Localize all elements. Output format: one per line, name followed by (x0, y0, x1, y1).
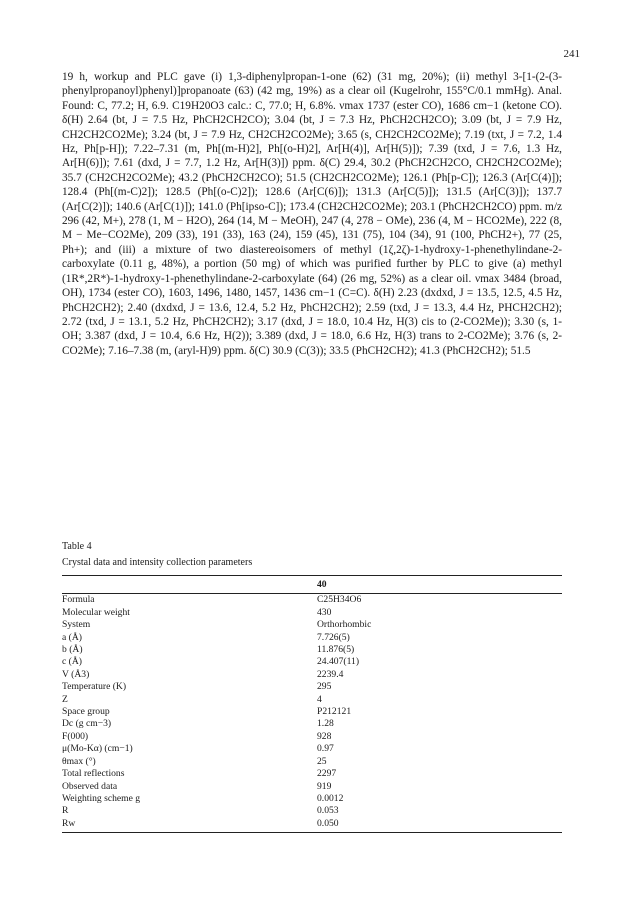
table-row (62, 731, 562, 743)
body-paragraph: 19 h, workup and PLC gave (i) 1,3-diphenylpropan-1-one (62) (31 mg, 20%); (ii) methyl 3-[1-(2-(3-phenylpropanoyl)phenyl)]propanoate (63) (42 mg, 19%) as a clear oil (Kugelrohr, 155°C/0.1 mmHg). Anal. Found: C, 77.2; H, 6.9. C19H20O3 calc.: C, 77.0; H, 6.8%. νmax 1737 (ester CO), 1686 cm−1 (ketone CO). δ(H) 2.64 (bt, J = 7.5 Hz, PhCH2CH2CO); 3.04 (bt, J = 7.3 Hz, PhCH2CH2CO); 3.09 (bt, J = 7.9 Hz, CH2CH2CO2Me); 3.24 (bt, J = 7.9 Hz, CH2CH2CO2Me); 3.65 (s, CH2CH2CO2Me); 7.19 (txt, J = 7.2, 1.4 Hz, Ph[p-H]); 7.22–7.31 (m, Ph[(m-H)2], Ph[(o-H)2], Ar[H(4)], Ar[H(5)]); 7.39 (txd, J = 7.6, 1.3 Hz, Ar[H(6)]); 7.61 (dxd, J = 7.7, 1.2 Hz, Ar[H(3)]) ppm. δ(C) 29.4, 30.2 (PhCH2CH2CO, CH2CH2CO2Me); 35.7 (CH2CH2CO2Me); 43.2 (PhCH2CH2CO); 51.5 (CH2CH2CO2Me); 126.1 (Ph[p-C]); 126.3 (Ar[C(4)]); 128.4 (Ph[(m-C)2]); 128.5 (Ph[(o-C)2]); 128.6 (Ar[C(6)]); 131.3 (Ar[C(5)]); 131.5 (Ar[C(3)]); 137.7 (Ar[C(2)]); 140.6 (Ar[C(1)]); 141.0 (Ph[ipso-C]); 173.4 (CH2CH2CO2Me); 203.1 (PhCH2CH2CO) ppm. m/z 296 (42, M+), 278 (1, M − H2O), 264 (14, M − MeOH), 247 (4, 278 − OMe), 236 (4, M − HCO2Me), 222 (8, M − Me−CO2Me), 209 (33), 191 (33), 163 (24), 159 (45), 131 (75), 104 (34), 91 (100, PhCH2+), 77 (25, Ph+); and (iii) a mixture of two diastereoisomers of methyl (1ζ,2ζ)-1-hydroxy-1-phenethylindane-2-carboxylate (0.11 g, 48%), a portion (50 mg) of which was purified further by PLC to give (a) methyl (1R*,2R*)-1-hydroxy-1-phenethylindane-2-carboxylate (64) (26 mg, 52%) as a clear oil. νmax 3484 (broad, OH), 1734 (ester CO), 1603, 1496, 1480, 1457, 1436 cm−1 (C=C). δ(H) 2.23 (dxdxd, J = 13.5, 12.5, 4.5 Hz, PhCH2CH2); 2.40 (dxdxd, J = 13.6, 12.4, 5.2 Hz, PhCH2CH2); 2.59 (txd, J = 13.3, 4.4 Hz, PHCH2CH2); 2.72 (txd, J = 13.1, 5.2 Hz, PhCH2CH2); 3.17 (dxd, J = 18.0, 10.4 Hz, H(3) cis to (2-CO2Me)); 3.30 (s, 1-OH; 3.387 (dxd, J = 10.4, 6.6 Hz, H(2)); 3.389 (dxd, J = 18.0, 6.6 Hz, H(3) trans to 2-CO2Me); 3.76 (s, 2-CO2Me); 7.16–7.38 (m, (aryl-H)9) ppm. δ(C) 30.9 (C(3)); 33.5 (PhCH2CH2); 41.3 (PhCH2CH2); 51.5 (62, 71, 562, 357)
parameter-name: a (Å) (62, 631, 82, 643)
parameter-value: C25H34O6 (317, 594, 362, 606)
table-row (62, 594, 562, 607)
compound-column-header: 40 (317, 576, 562, 594)
parameter-name: R (62, 805, 69, 817)
parameter-value: 295 (317, 681, 332, 693)
parameter-column-header (62, 576, 317, 594)
parameter-value: 24.407(11) (317, 656, 360, 668)
parameter-value: 4 (317, 693, 322, 705)
parameter-name: Rw (62, 818, 317, 833)
parameter-name: Molecular weight (62, 606, 130, 618)
experimental-text (62, 70, 562, 358)
parameter-name: Dc (g cm−3) (62, 718, 112, 730)
table-row (62, 818, 562, 833)
parameter-name: b (Å) (62, 644, 83, 656)
parameter-name: V (Å3) (62, 668, 90, 680)
parameter-value: 430 (317, 606, 332, 618)
parameter-name: Temperature (K) (62, 681, 127, 693)
table-title: Table 4 (62, 541, 92, 552)
parameter-value: 0.053 (317, 805, 339, 817)
table-row (62, 805, 562, 817)
table-row (62, 793, 562, 805)
table-row (62, 619, 562, 631)
parameter-name: Space group (62, 706, 110, 718)
table-row (62, 632, 562, 644)
table-row (62, 669, 562, 681)
table-row (62, 681, 562, 693)
parameter-name: c (Å) (62, 656, 82, 668)
parameter-value: 7.726(5) (317, 631, 350, 643)
table-header-row (62, 576, 562, 594)
parameter-value: 1.28 (317, 718, 334, 730)
page-number: 241 (563, 48, 580, 60)
parameter-value: 2297 (317, 768, 337, 780)
parameter-value: 25 (317, 755, 327, 767)
table-row (62, 743, 562, 755)
parameter-name: Total reflections (62, 768, 125, 780)
parameter-value: 0.97 (317, 743, 334, 755)
parameter-name: Z (62, 693, 68, 705)
table-row (62, 694, 562, 706)
table-row (62, 768, 562, 780)
table-row (62, 706, 562, 718)
parameter-value: 919 (317, 780, 332, 792)
parameter-name: System (62, 619, 91, 631)
parameter-name: Weighting scheme g (62, 792, 141, 804)
parameter-value: 0.050 (317, 818, 562, 833)
crystal-data-table (62, 575, 562, 833)
parameter-value: 928 (317, 730, 332, 742)
table-body (62, 594, 562, 833)
parameter-name: θmax (°) (62, 755, 96, 767)
parameter-name: μ(Mo-Kα) (cm−1) (62, 743, 133, 755)
parameter-value: 11.876(5) (317, 644, 355, 656)
table-row (62, 781, 562, 793)
parameter-name: Formula (62, 594, 95, 606)
parameter-value: P212121 (317, 706, 352, 718)
table-description: Crystal data and intensity collection parameters (62, 557, 253, 568)
parameter-value: 0.0012 (317, 792, 344, 804)
parameter-name: Observed data (62, 780, 118, 792)
parameter-value: 2239.4 (317, 668, 344, 680)
table-row (62, 607, 562, 619)
table-row (62, 718, 562, 730)
table-row (62, 656, 562, 668)
table-row (62, 756, 562, 768)
parameter-name: F(000) (62, 730, 89, 742)
table-row (62, 644, 562, 656)
parameter-value: Orthorhombic (317, 619, 372, 631)
